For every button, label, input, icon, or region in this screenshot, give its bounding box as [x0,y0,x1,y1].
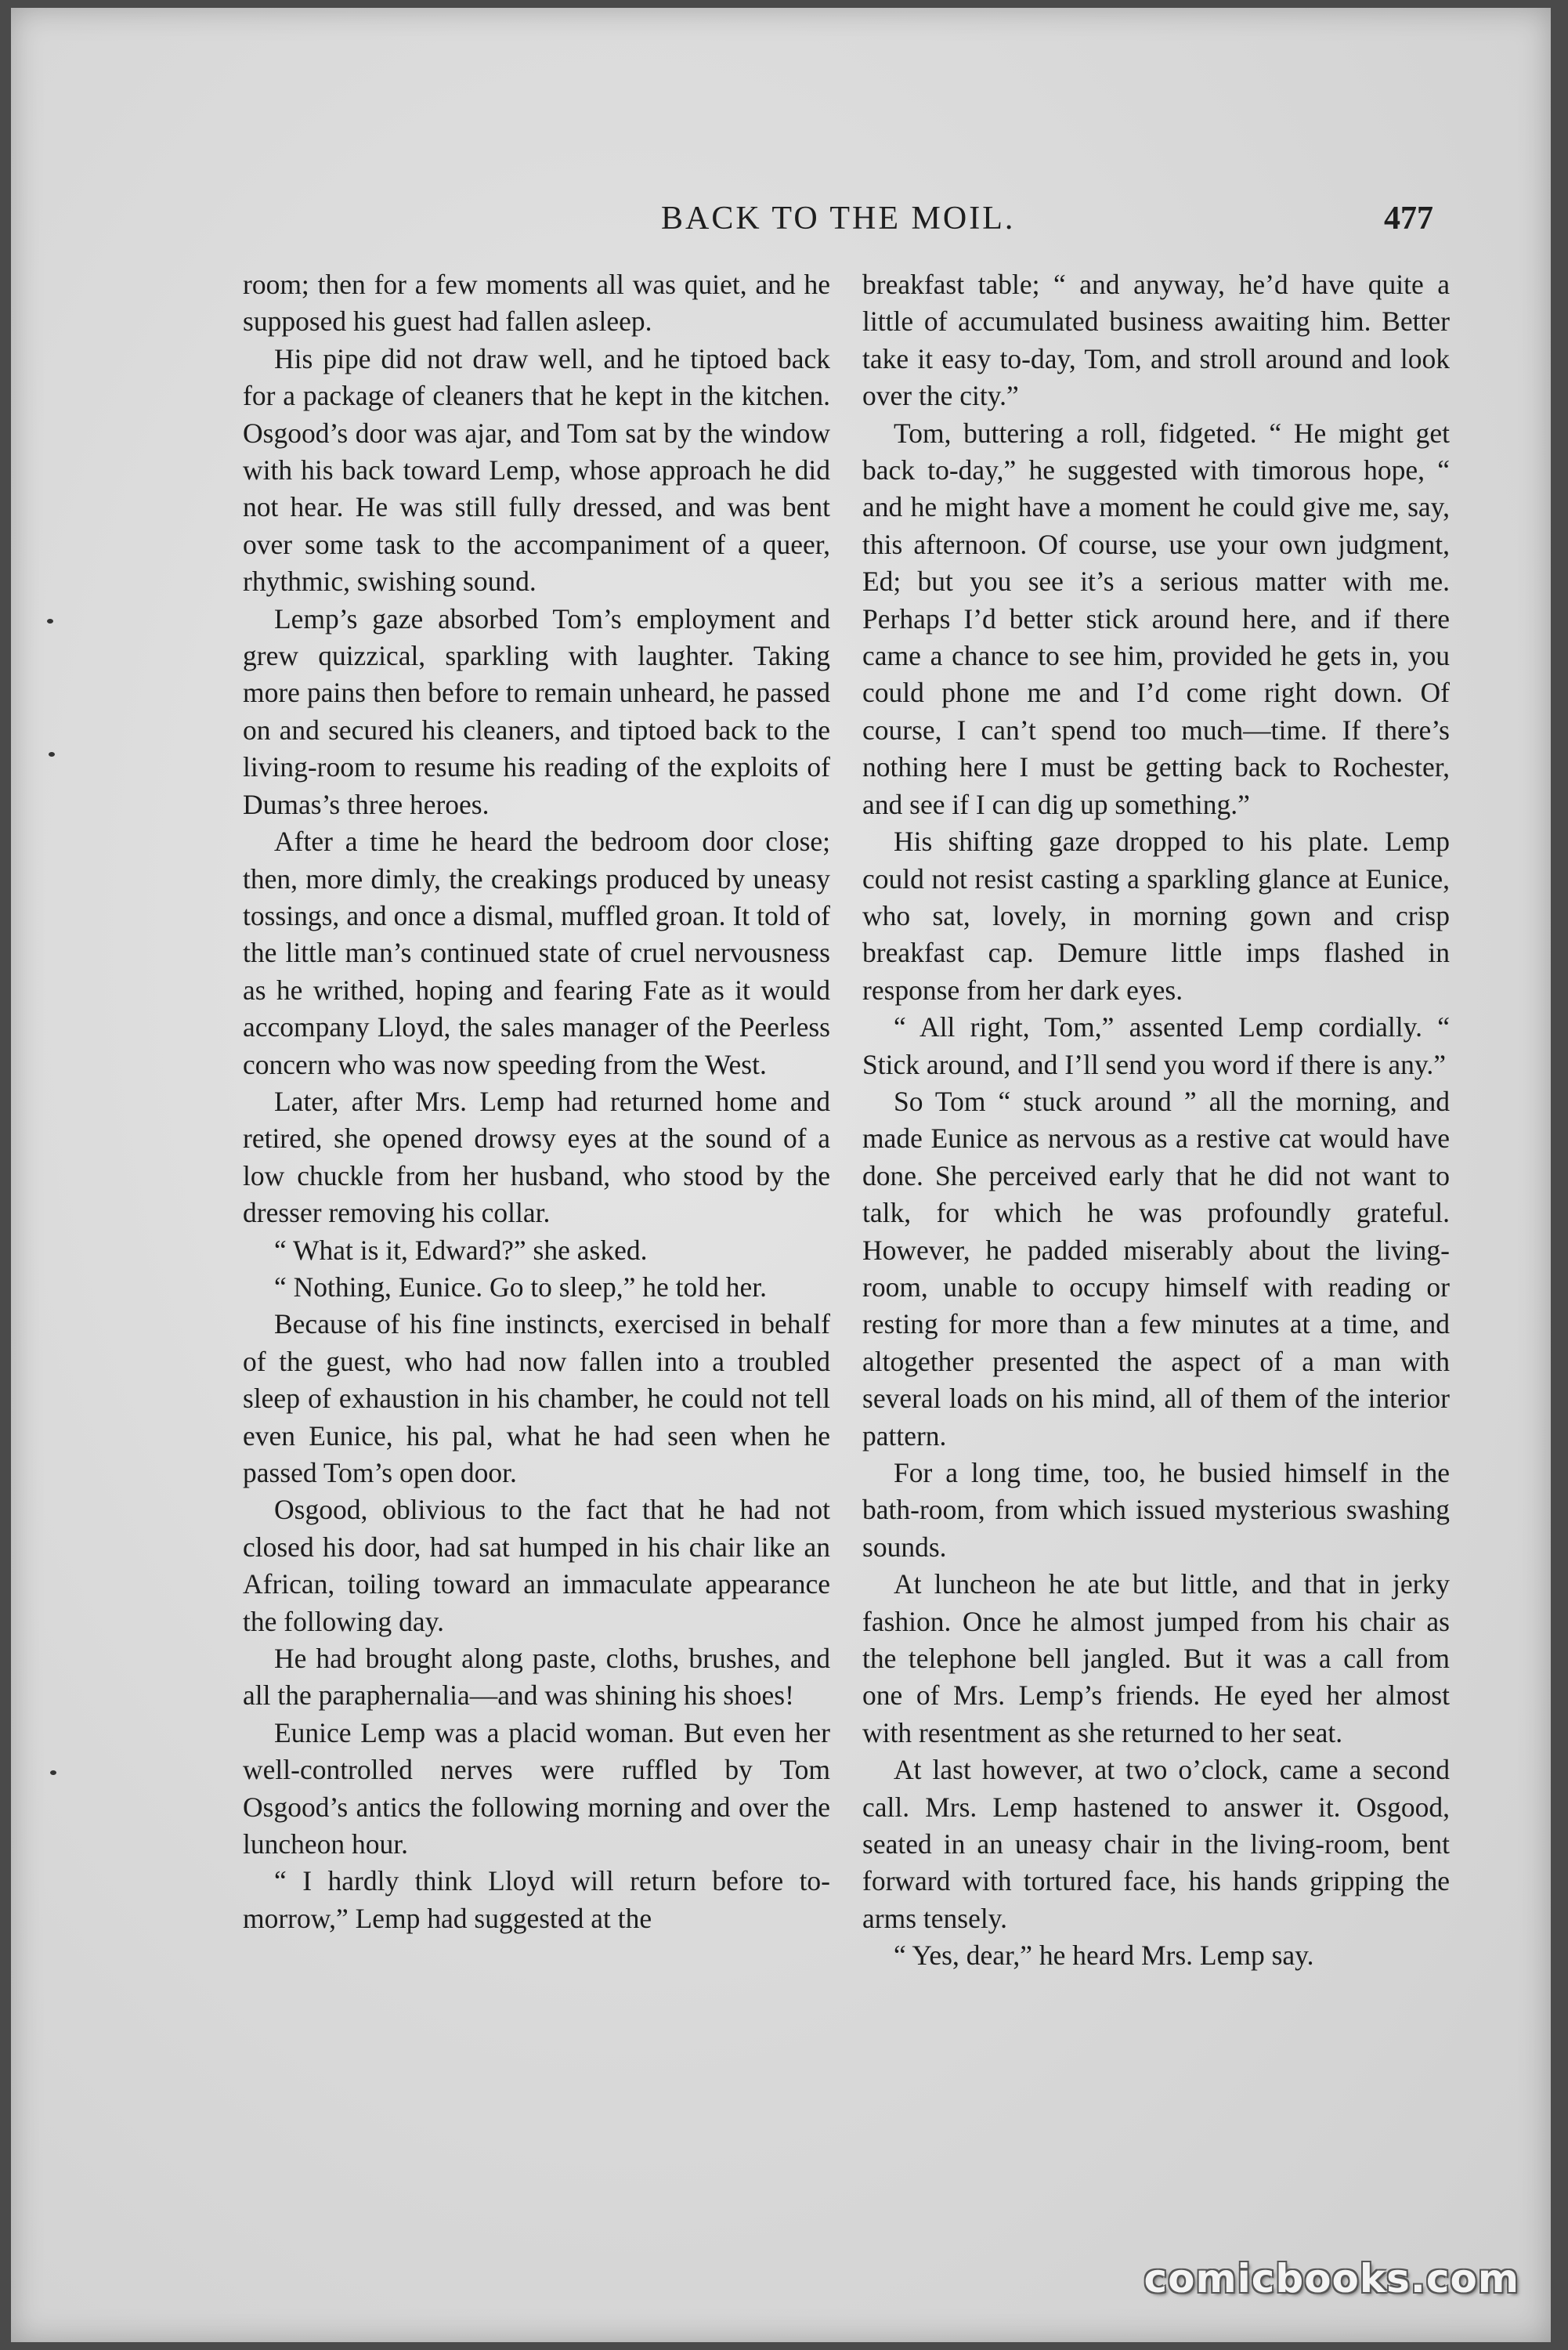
paragraph: Osgood, oblivious to the fact that he had not closed his door, had sat humped in his chair like an African, toiling toward an immaculate appearance the following day. [243,1494,830,1637]
paragraph: Later, after Mrs. Lemp had returned home and retired, she opened drowsy eyes at the sound of a low chuckle from her husband, who stood by the dresser removing his collar. [243,1085,830,1229]
paragraph: Eunice Lemp was a placid woman. But even her well-controlled nerves were ruffled by Tom Osgood’s antics the following morning and over the luncheon hour. [243,1716,830,1860]
watermark: comicbooks.com [1143,2256,1519,2301]
paragraph: After a time he heard the bedroom door close; then, more dimly, the creakings produced by uneasy tossings, and once a dismal, muffled groan. It told of the little man’s continued state of cruel nervousness as he writhed, hoping and fearing Fate as it would accompany Lloyd, the sales manager of the Peerless concern who was now speeding from the West. [243,826,830,1080]
book-page [11,8,1551,2342]
page-number: 477 [1384,201,1433,237]
paragraph: room; then for a few moments all was quiet, and he supposed his guest had fallen asleep. [243,269,830,338]
paragraph: His shifting gaze dropped to his plate. Lemp could not resist casting a sparkling glance at Eunice, who sat, lovely, in morning gown and crisp breakfast cap. Demure little imps flashed in response from her dark eyes. [862,826,1450,1006]
paragraph: “ All right, Tom,” assented Lemp cordially. “ Stick around, and I’ll send you word if there is any.” [862,1011,1450,1080]
paragraph: “ I hardly think Lloyd will return before to-morrow,” Lemp had suggested at the [243,1865,830,1934]
paragraph: Tom, buttering a roll, fidgeted. “ He might get back to-day,” he suggested with timorous hope, “ and he might have a moment he could give me, say, this afternoon. Of course, use your own judgment, Ed; but you see it’s a serious matter with me. Perhaps I’d better stick around here, and if there came a chance to see him, provided he gets in, you could phone me and I’d come right down. Of course, I can’t spend too much—time. If there’s nothing here I must be getting back to Rochester, and see if I can dig up something.” [862,417,1450,820]
paragraph: At last however, at two o’clock, came a second call. Mrs. Lemp hastened to answer it. Osgood, seated in an uneasy chair in the living-room, bent forward with tortured face, his hands gripping the arms tensely. [862,1754,1450,1934]
binding-hole-mark [49,752,55,757]
paragraph: At luncheon he ate but little, and that in jerky fashion. Once he almost jumped from his chair as the telephone bell jangled. But it was a call from one of Mrs. Lemp’s friends. He eyed her almost with resentment as she returned to her seat. [862,1568,1450,1748]
paragraph: breakfast table; “ and anyway, he’d have quite a little of accumulated business awaiting him. Better take it easy to-day, Tom, and stroll around and look over the city.” [862,269,1450,412]
running-head [11,200,1551,239]
paragraph: “ What is it, Edward?” she asked. [274,1234,648,1266]
paragraph: So Tom “ stuck around ” all the morning, and made Eunice as nervous as a restive cat would have done. She perceived early that he did not want to talk, for which he was profoundly grateful. However, he padded miserably about the living-room, unable to occupy himself with reading or resting for more than a few minutes at a time, and altogether presented the aspect of a man with several loads on his mind, all of them of the interior pattern. [862,1085,1450,1452]
binding-hole-mark [47,619,53,624]
paragraph: “ Nothing, Eunice. Go to sleep,” he told her. [274,1271,767,1303]
paragraph: “ Yes, dear,” he heard Mrs. Lemp say. [894,1940,1314,1972]
binding-hole-mark [50,1770,56,1775]
running-title: BACK TO THE MOIL. [661,201,1016,237]
paragraph: Lemp’s gaze absorbed Tom’s employment and grew quizzical, sparkling with laughter. Taking more pains then before to remain unheard, he passed on and secured his cleaners, and tiptoed back to the living-room to resume his reading of the exploits of Dumas’s three heroes. [243,602,830,820]
right-column [862,266,1450,1975]
paragraph: For a long time, too, he busied himself in the bath-room, from which issued mysterious swashing sounds. [862,1457,1450,1563]
paragraph: He had brought along paste, cloths, brushes, and all the paraphernalia—and was shining his shoes! [243,1643,830,1712]
paragraph: Because of his fine instincts, exercised in behalf of the guest, who had now fallen into a troubled sleep of exhaustion in his chamber, he could not tell even Eunice, his pal, what he had seen when he passed Tom’s open door. [243,1308,830,1488]
left-column [243,266,830,1937]
paragraph: His pipe did not draw well, and he tiptoed back for a package of cleaners that he kept in the kitchen. Osgood’s door was ajar, and Tom sat by the window with his back toward Lemp, whose approach he did not hear. He was still fully dressed, and was bent over some task to the accompaniment of a queer, rhythmic, swishing sound. [243,342,830,598]
